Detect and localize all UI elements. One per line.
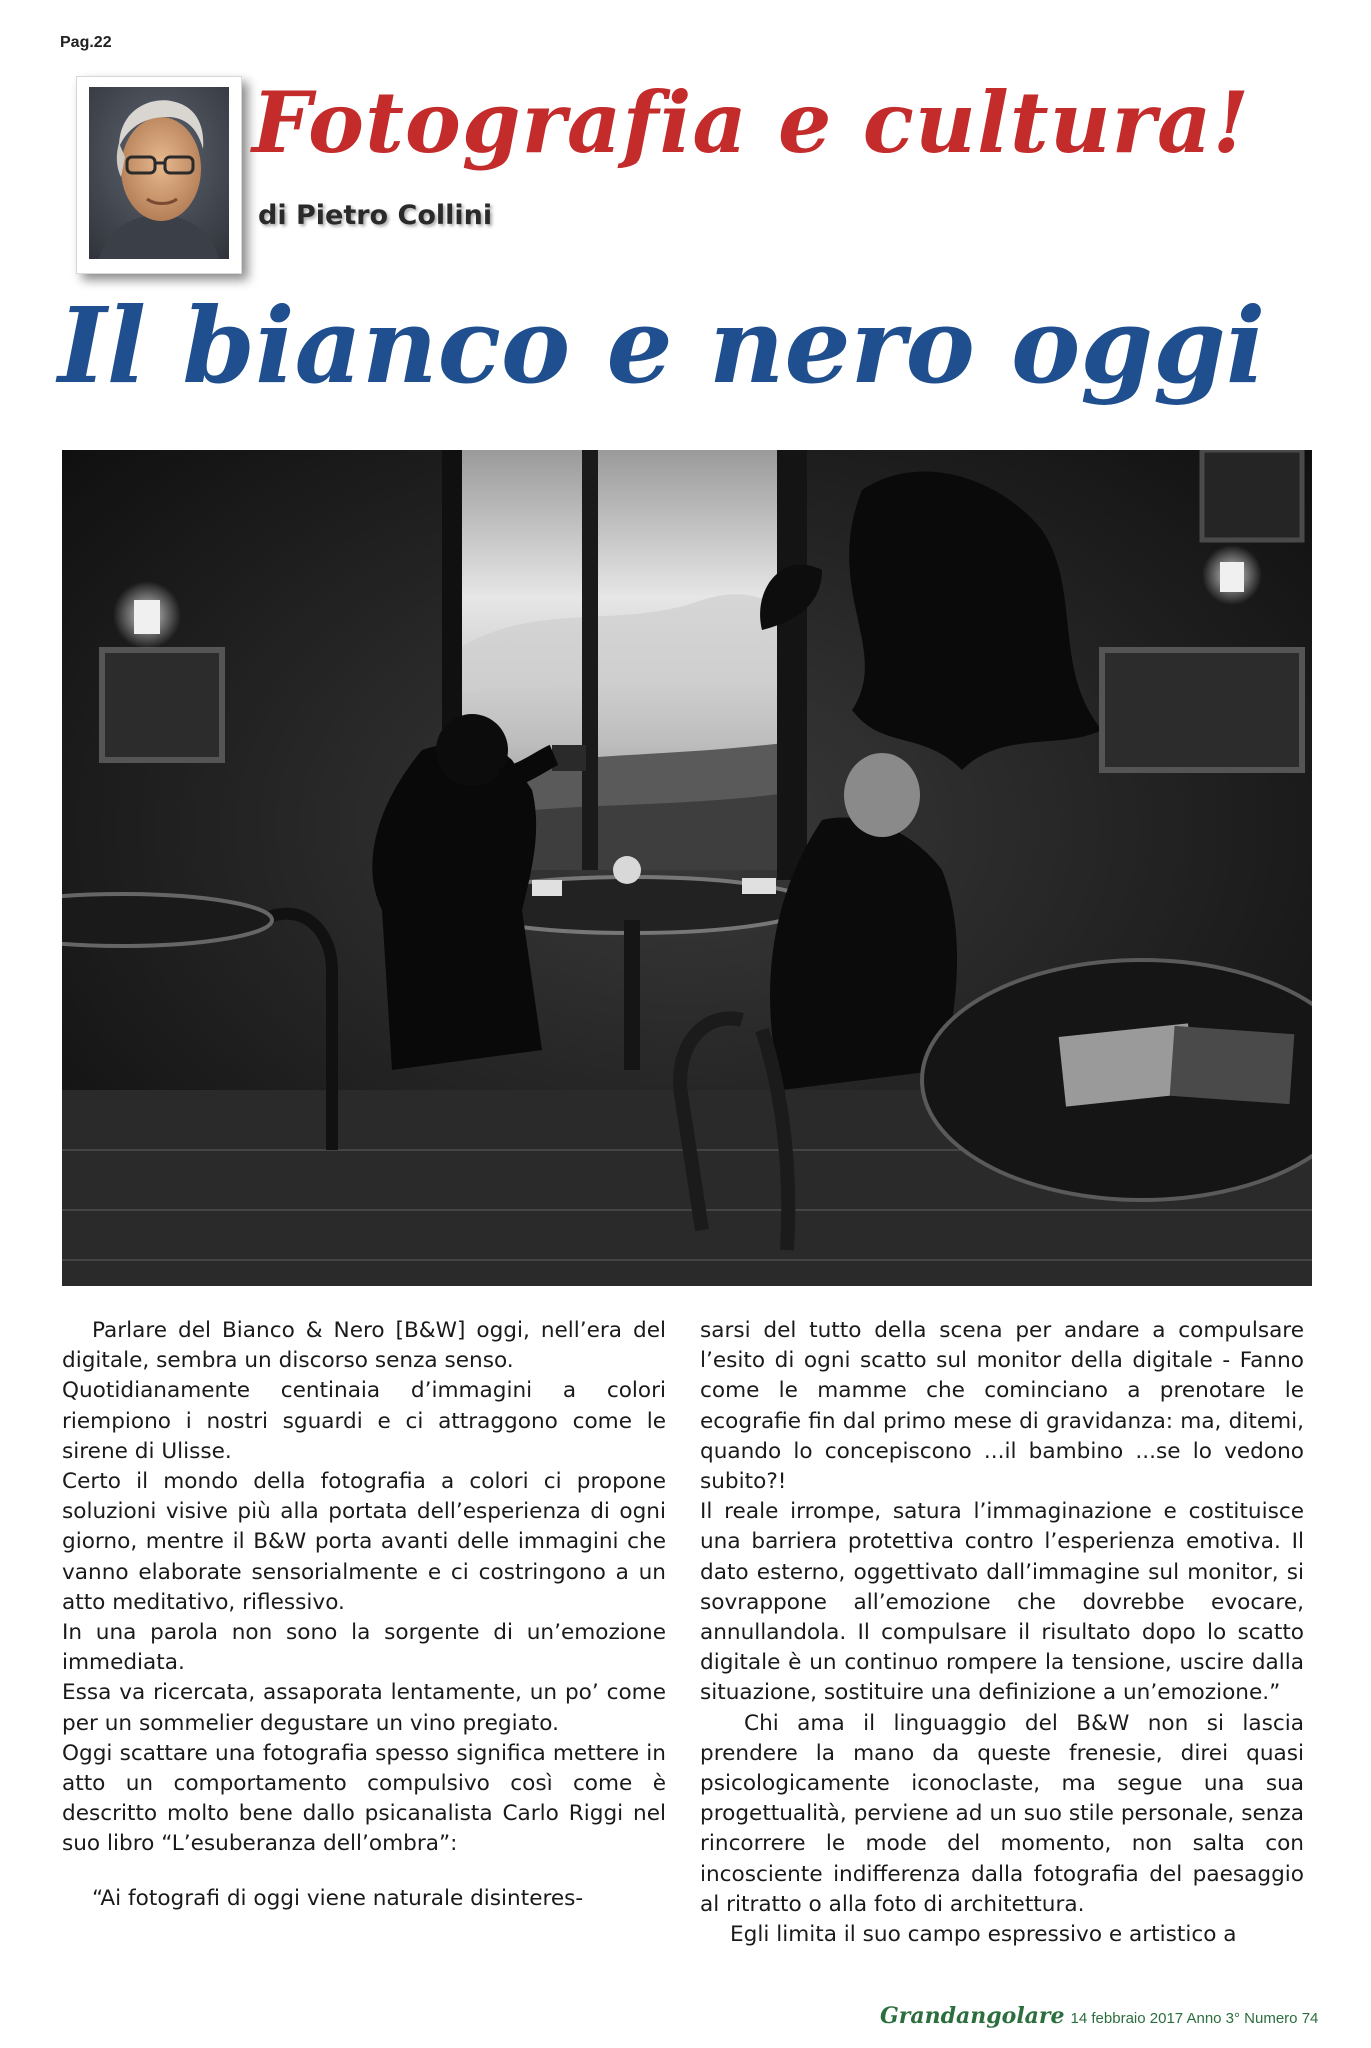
column-title: Fotografia e cultura! bbox=[252, 73, 1251, 172]
article-paragraph: Egli limita il suo campo espressivo e artistico a bbox=[730, 1922, 1237, 1948]
article-paragraph: Certo il mondo della fotografia a colori ci propone soluzioni visive più alla portata dell’esperienza di ogni giorno, mentre il B&W porta avanti delle immagini che vanno elaborate sensorialmente e ci costringono a un atto meditativo, riflessivo. bbox=[62, 1469, 666, 1615]
article-paragraph: In una parola non sono la sorgente di un’emozione immediata. bbox=[62, 1620, 666, 1676]
headline: Il bianco e nero oggi bbox=[58, 284, 1266, 407]
cafe-photograph bbox=[62, 450, 1312, 1286]
article-paragraph: Parlare del Bianco & Nero [B&W] oggi, nell’era del digitale, sembra un discorso senza senso. bbox=[62, 1318, 666, 1374]
page-number: Pag.22 bbox=[60, 34, 112, 51]
page-footer bbox=[880, 2003, 1318, 2029]
article-column-left bbox=[62, 1316, 666, 1914]
article-paragraph: Oggi scattare una fotografia spesso significa mettere in atto un comportamento compulsivo così come è descritto molto bene dallo psicanalista Carlo Riggi nel suo libro “L’esuberanza dell’ombra”: bbox=[62, 1740, 666, 1857]
author-portrait bbox=[76, 76, 242, 274]
author-portrait-image bbox=[89, 87, 229, 259]
article-paragraph: “Ai fotografi di oggi viene naturale disinteres- bbox=[92, 1885, 584, 1911]
byline: di Pietro Collini bbox=[258, 200, 493, 231]
article-paragraph: Chi ama il linguaggio del B&W non si lascia prendere la mano da queste frenesie, direi quasi psicologicamente iconoclaste, ma segue una sua progettualità, perviene ad un suo stile personale, senza rincorrere le mode del momento, non salta con incosciente indifferenza dalla fotografia del paesaggio al ritratto o alla foto di architettura. bbox=[700, 1710, 1304, 1917]
article-column-right bbox=[700, 1316, 1304, 1950]
article-paragraph: Essa va ricercata, assaporata lentamente, un po’ come per un sommelier degustare un vino pregiato. bbox=[62, 1680, 666, 1736]
article-paragraph: Il reale irrompe, satura l’immaginazione e costituisce una barriera protettiva contro l’esperienza emotiva. Il dato esterno, oggettivato dall’immagine sul monitor, si sovrappone all’emozione che dovrebbe evocare, annullandola. Il compulsare il risultato dopo lo scatto digitale è un continuo rompere la tensione, uscire dalla situazione, sostituire una definizione a un’emozione.” bbox=[700, 1499, 1304, 1706]
article-paragraph: Quotidianamente centinaia d’immagini a colori riempiono i nostri sguardi e ci attraggono come le sirene di Ulisse. bbox=[62, 1378, 666, 1464]
publication-name: Grandangolare bbox=[880, 2003, 1065, 2029]
issue-info: 14 febbraio 2017 Anno 3° Numero 74 bbox=[1070, 2010, 1319, 2027]
cafe-scene-image bbox=[62, 450, 1312, 1286]
article-paragraph: sarsi del tutto della scena per andare a compulsare l’esito di ogni scatto sul monitor della digitale - Fanno come le mamme che cominciano a prenotare le ecografie fin dal primo mese di gravidanza: ma, ditemi, quando lo concepiscono ...il bambino ...se lo vedono subito?! bbox=[700, 1318, 1304, 1495]
